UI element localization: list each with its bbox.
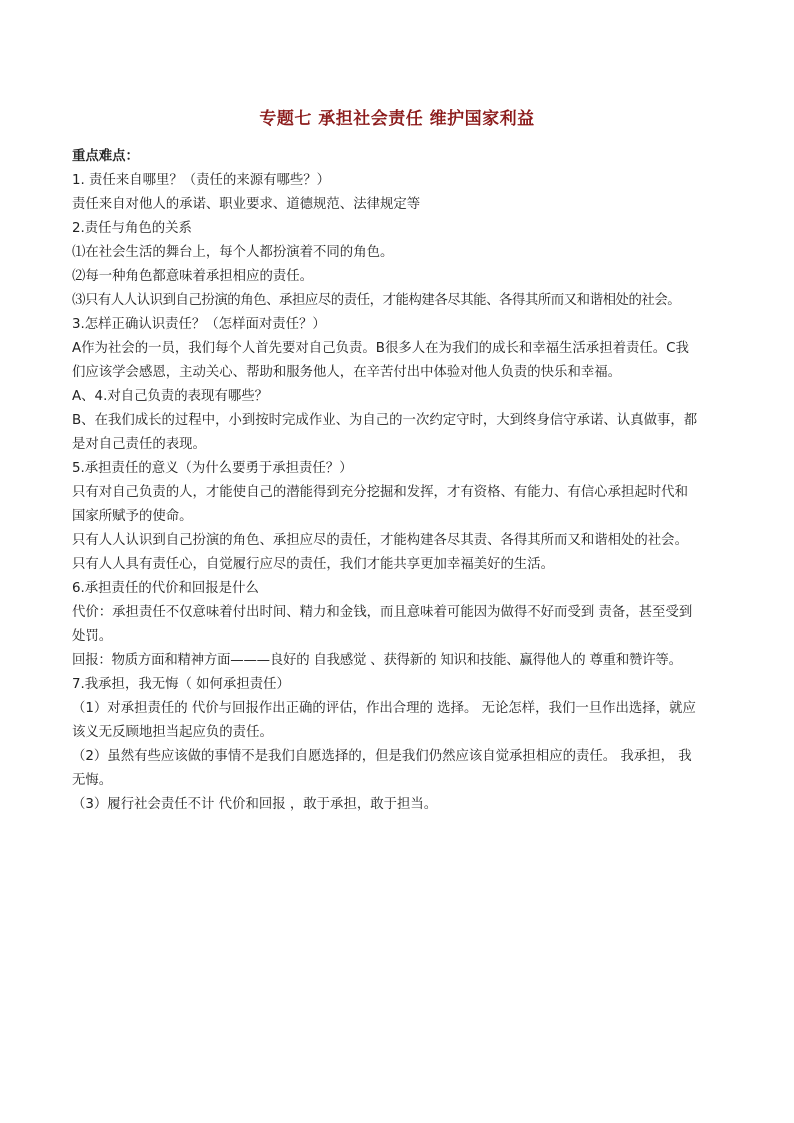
answer-line: 无悔。 xyxy=(72,773,113,788)
answer-line: 该义无反顾地担当起应负的责任。 xyxy=(72,725,273,740)
answer-line: 只有人人具有责任心，自觉履行应尽的责任，我们才能共享更加幸福美好的生活。 xyxy=(72,557,555,572)
question-line: 7.我承担，我无悔（ 如何承担责任） xyxy=(72,677,290,692)
answer-line: A作为社会的一员，我们每个人首先要对自己负责。B很多人在为我们的成长和幸福生活承担着责任。C我 xyxy=(72,341,689,356)
question-line: 6.承担责任的代价和回报是什么 xyxy=(72,581,259,596)
answer-line: 只有对自己负责的人，才能使自己的潜能得到充分挖掘和发挥，才有资格、有能力、有信心承担起时代和 xyxy=(72,485,688,500)
answer-line: ⑵每一种角色都意味着承担相应的责任。 xyxy=(72,269,314,284)
question-line: A、4.对自己负责的表现有哪些？ xyxy=(72,389,269,404)
answer-line: （3）履行社会责任不计 代价和回报 ，敢于承担，敢于担当。 xyxy=(72,797,438,812)
question-line: 3.怎样正确认识责任？（怎样面对责任？） xyxy=(72,317,326,332)
answer-line: 国家所赋予的使命。 xyxy=(72,509,193,524)
answer-line: 是对自己责任的表现。 xyxy=(72,437,206,452)
answer-line: B、在我们成长的过程中，小到按时完成作业、为自己的一次约定守时，大到终身信守承诺、认真做事，都 xyxy=(72,413,698,428)
answer-line: ⑶只有人人认识到自己扮演的角色、承担应尽的责任，才能构建各尽其能、各得其所而又和谐相处的社会。 xyxy=(72,293,681,308)
answer-line: （1）对承担责任的 代价与回报作出正确的评估，作出合理的 选择。 无论怎样，我们一旦作出选择，就应 xyxy=(72,701,696,716)
question-line: 5.承担责任的意义（为什么要勇于承担责任？） xyxy=(72,461,353,476)
section-heading: 重点难点： xyxy=(72,149,139,164)
answer-line: 们应该学会感恩，主动关心、帮助和服务他人，在辛苦付出中体验对他人负责的快乐和幸福。 xyxy=(72,365,622,380)
answer-line: （2）虽然有些应该做的事情不是我们自愿选择的，但是我们仍然应该自觉承担相应的责任。 我承担， 我 xyxy=(72,749,692,764)
answer-line: 只有人人认识到自己扮演的角色、承担应尽的责任，才能构建各尽其责、各得其所而又和谐相处的社会。 xyxy=(72,533,688,548)
answer-line: 回报：物质方面和精神方面———良好的 自我感觉 、获得新的 知识和技能、赢得他人的 尊重和赞许等。 xyxy=(72,653,682,668)
question-line: 2.责任与角色的关系 xyxy=(72,221,192,236)
question-line: 1. 责任来自哪里？（责任的来源有哪些？） xyxy=(72,173,331,188)
answer-line: 代价：承担责任不仅意味着付出时间、精力和金钱，而且意味着可能因为做得不好而受到 责备，甚至受到 xyxy=(72,605,693,620)
answer-line: 处罚。 xyxy=(72,629,113,644)
document-body xyxy=(72,145,722,817)
answer-line: 责任来自对他人的承诺、职业要求、道德规范、法律规定等 xyxy=(72,197,421,212)
answer-line: ⑴在社会生活的舞台上，每个人都扮演着不同的角色。 xyxy=(72,245,394,260)
document-title: 专题七 承担社会责任 维护国家利益 xyxy=(259,109,535,129)
